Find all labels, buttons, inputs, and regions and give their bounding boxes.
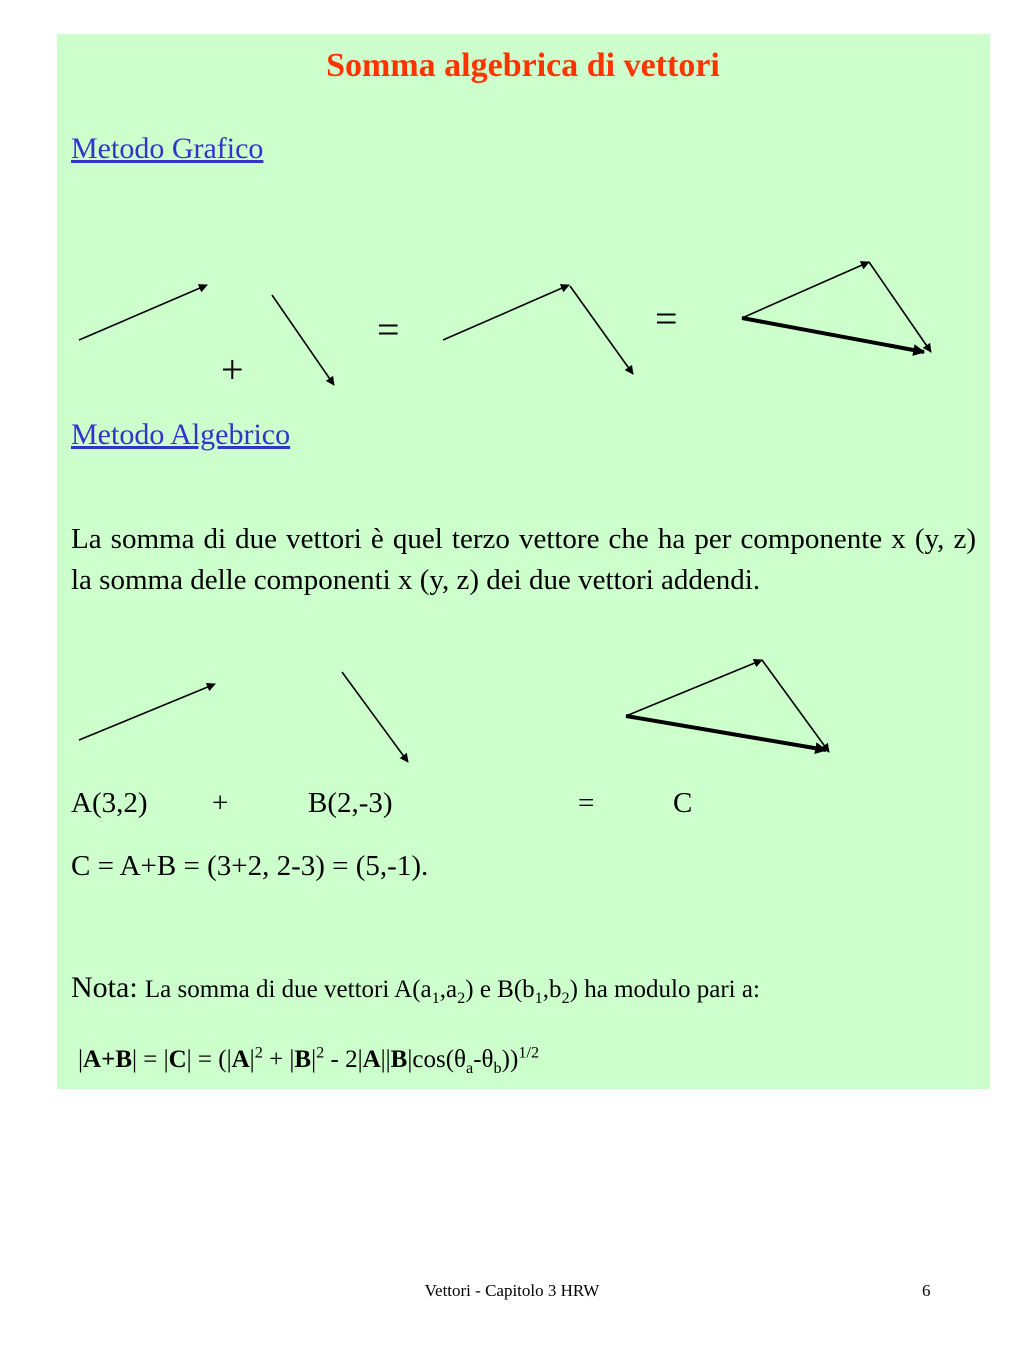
- vector-a-triangle: [742, 262, 869, 318]
- equals-symbol-1: =: [377, 307, 400, 352]
- equals-symbol-2: =: [655, 296, 678, 341]
- note-label: Nota:: [71, 971, 138, 1004]
- vector-b-chain: [570, 286, 633, 374]
- vector-b-triangle-2: [762, 660, 829, 752]
- modulus-formula: $|A+B| = |C| = (|A|^2 + |B|^2 - 2|A||B|\cos(\theta_a-\theta_b))^{1/2}$: [78, 1043, 540, 1077]
- plus-symbol: +: [221, 347, 244, 392]
- plus-label: +: [212, 787, 229, 819]
- vector-c-label: C: [673, 787, 693, 819]
- page-title: Somma algebrica di vettori: [326, 47, 720, 84]
- definition-paragraph: La somma di due vettori è quel terzo vettore che ha per componente x (y, z) la somma delle componenti x (y, z) dei due vettori addendi.: [71, 523, 976, 596]
- vector-sum-triangle: [742, 318, 924, 352]
- vector-a-label: A(3,2): [71, 787, 148, 819]
- vector-a-algebraic: [79, 684, 215, 740]
- page-number: 6: [922, 1281, 931, 1300]
- metodo-grafico-link[interactable]: Metodo Grafico: [71, 132, 264, 165]
- equals-label: =: [578, 787, 595, 819]
- vector-b-label: B(2,-3): [308, 787, 393, 819]
- result-line: C = A+B = (3+2, 2-3) = (5,-1).: [71, 850, 429, 882]
- note: [71, 971, 760, 1005]
- vector-a-triangle-2: [626, 660, 762, 716]
- vector-a-graphic: [79, 285, 207, 340]
- note-text: La somma di due vettori $A(a_1,a_2)$ e $B(b_1,b_2)$ ha modulo pari a:: [144, 976, 760, 1007]
- metodo-algebrico-link[interactable]: Metodo Algebrico: [71, 418, 291, 451]
- vector-a-chain: [443, 285, 569, 340]
- vector-b-graphic: [272, 295, 334, 385]
- vector-sum-triangle-2: [626, 716, 826, 750]
- footer-title: Vettori - Capitolo 3 HRW: [424, 1281, 600, 1300]
- vector-b-algebraic: [342, 672, 408, 762]
- vector-b-triangle: [869, 262, 931, 352]
